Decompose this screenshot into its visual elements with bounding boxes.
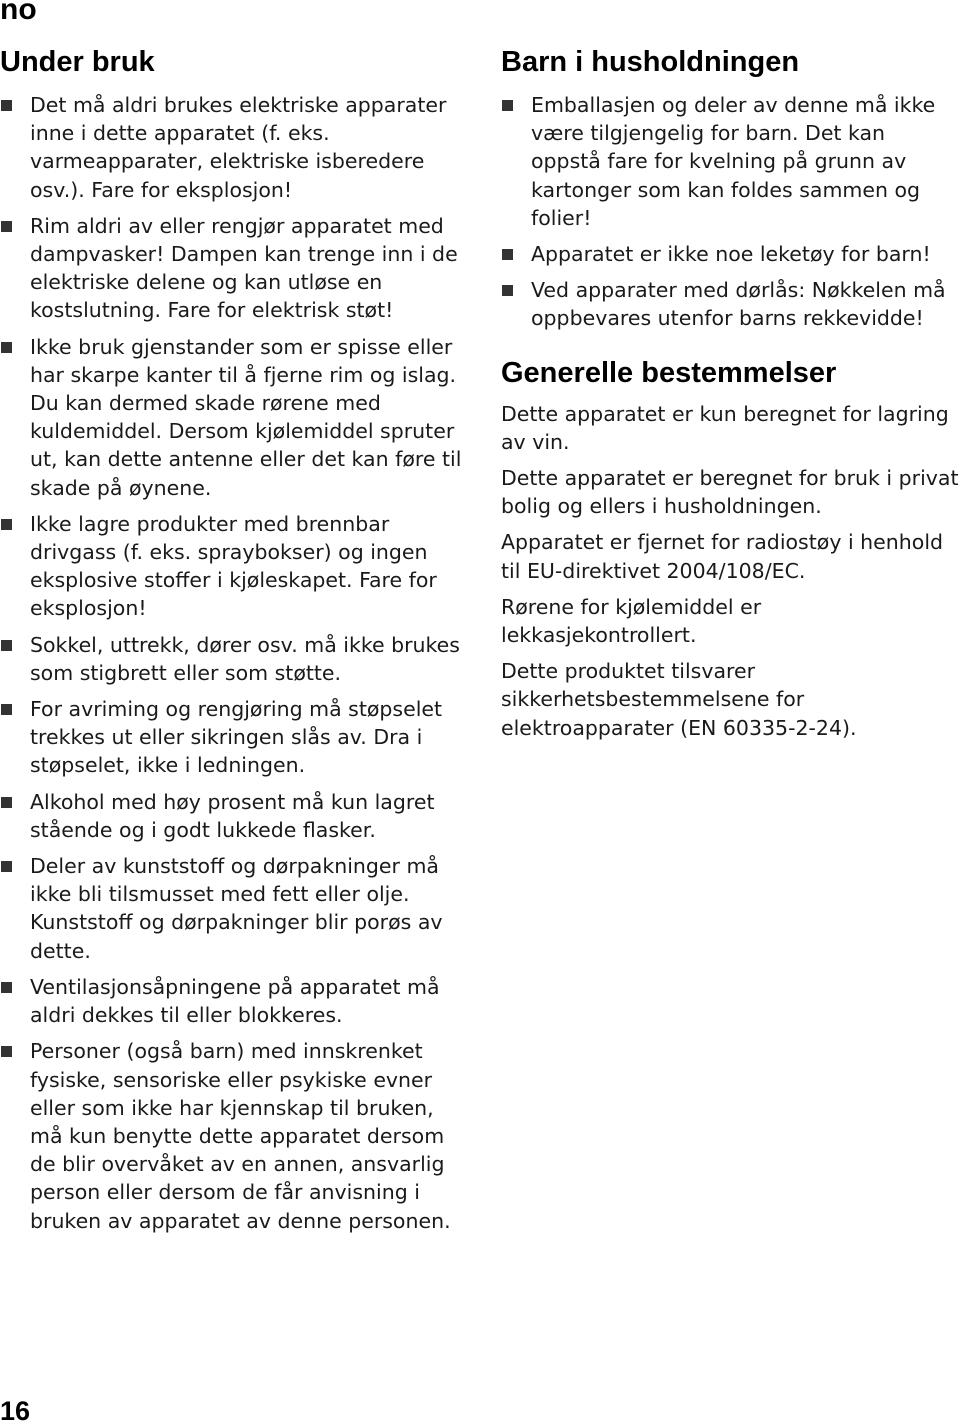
square-bullet-icon bbox=[1, 797, 12, 808]
list-item bbox=[501, 240, 960, 268]
paragraph: Dette apparatet er beregnet for bruk i privat bolig og ellers i husholdningen. bbox=[501, 466, 959, 519]
list-item-text: Deler av kunststoff og dørpakninger må ikke bli tilsmusset med fett eller olje. Kunststoff og dørpakninger blir porøs av dette. bbox=[30, 854, 443, 963]
paragraph: Apparatet er fjernet for radiostøy i henhold til EU-direktivet 2004/108/EC. bbox=[501, 530, 944, 583]
page-number: 16 bbox=[0, 1396, 31, 1426]
paragraph: Dette apparatet er kun beregnet for lagring av vin. bbox=[501, 401, 949, 454]
list-item bbox=[0, 333, 462, 502]
list-item bbox=[0, 973, 462, 1029]
section-heading-under-bruk: Under bruk bbox=[0, 46, 155, 78]
list-item-text: Alkohol med høy prosent må kun lagret stående og i godt lukkede flasker. bbox=[30, 789, 435, 842]
list-item-text: For avriming og rengjøring må støpselet trekkes ut eller sikringen slås av. Dra i støpselet, ikke i ledningen. bbox=[30, 697, 443, 778]
list-item bbox=[0, 212, 462, 325]
list-item bbox=[0, 695, 462, 780]
section-heading-generelle-bestemmelser: Generelle bestemmelser bbox=[501, 356, 837, 389]
list-item bbox=[0, 631, 462, 687]
square-bullet-icon bbox=[1, 100, 12, 111]
list-item bbox=[0, 1037, 462, 1234]
list-item-text: Emballasjen og deler av denne må ikke være tilgjengelig for barn. Det kan oppstå fare for kvelning på grunn av kartonger som kan foldes sammen og folier! bbox=[531, 93, 936, 230]
list-item-text: Rim aldri av eller rengjør apparatet med dampvasker! Dampen kan trenge inn i de elektriske delene og kan utløse en kostslutning. Fare for elektrisk støt! bbox=[30, 213, 458, 323]
safety-list bbox=[0, 91, 462, 1235]
list-item-text: Sokkel, uttrekk, dører osv. må ikke brukes som stigbrett eller som støtte. bbox=[30, 632, 460, 685]
children-safety-list bbox=[501, 91, 960, 333]
square-bullet-icon bbox=[502, 100, 513, 111]
square-bullet-icon bbox=[1, 640, 12, 651]
list-item-text: Personer (også barn) med innskrenket fysiske, sensoriske eller psykiske evner eller som ikke har kjennskap til bruken, må kun benytte dette apparatet dersom de blir overvåket av en annen, ansvarlig person eller dersom de får anvisning i bruken av apparatet av denne personen. bbox=[30, 1039, 451, 1233]
square-bullet-icon bbox=[1, 1046, 12, 1057]
list-item-text: Ved apparater med dørlås: Nøkkelen må oppbevares utenfor barns rekkevidde! bbox=[531, 278, 946, 331]
square-bullet-icon bbox=[1, 982, 12, 993]
left-column bbox=[0, 44, 462, 1243]
right-column bbox=[501, 44, 960, 750]
list-item bbox=[0, 852, 462, 965]
paragraph: Dette produktet tilsvarer sikkerhetsbestemmelsene for elektroapparater (EN 60335-2-24). bbox=[501, 659, 857, 740]
section-heading-barn-i-husholdningen: Barn i husholdningen bbox=[501, 46, 800, 78]
list-item-text: Ikke bruk gjenstander som er spisse eller har skarpe kanter til å fjerne rim og islag. Du kan dermed skade rørene med kuldemiddel. Dersom kjølemiddel spruter ut, kan dette antenne eller det kan føre til skade på øynene. bbox=[30, 334, 462, 500]
list-item bbox=[0, 91, 462, 204]
square-bullet-icon bbox=[502, 285, 513, 296]
square-bullet-icon bbox=[1, 342, 12, 353]
language-tag: no bbox=[0, 0, 37, 26]
paragraph: Rørene for kjølemiddel er lekkasjekontrollert. bbox=[501, 594, 762, 648]
square-bullet-icon bbox=[1, 704, 12, 715]
square-bullet-icon bbox=[1, 861, 12, 872]
square-bullet-icon bbox=[1, 221, 12, 232]
list-item-text: Apparatet er ikke noe leketøy for barn! bbox=[531, 242, 931, 267]
list-item bbox=[501, 91, 960, 232]
list-item-text: Ikke lagre produkter med brennbar drivgass (f. eks. spraybokser) og ingen eksplosive stoffer i kjøleskapet. Fare for eksplosjon! bbox=[30, 511, 437, 621]
list-item bbox=[0, 510, 462, 623]
list-item-text: Det må aldri brukes elektriske apparater inne i dette apparatet (f. eks. varmeapparater, elektriske isberedere osv.). Fare for eksplosjon! bbox=[30, 93, 447, 202]
square-bullet-icon bbox=[1, 519, 12, 530]
list-item bbox=[501, 276, 960, 332]
square-bullet-icon bbox=[502, 249, 513, 260]
list-item bbox=[0, 788, 462, 844]
list-item-text: Ventilasjonsåpningene på apparatet må aldri dekkes til eller blokkeres. bbox=[30, 974, 440, 1028]
